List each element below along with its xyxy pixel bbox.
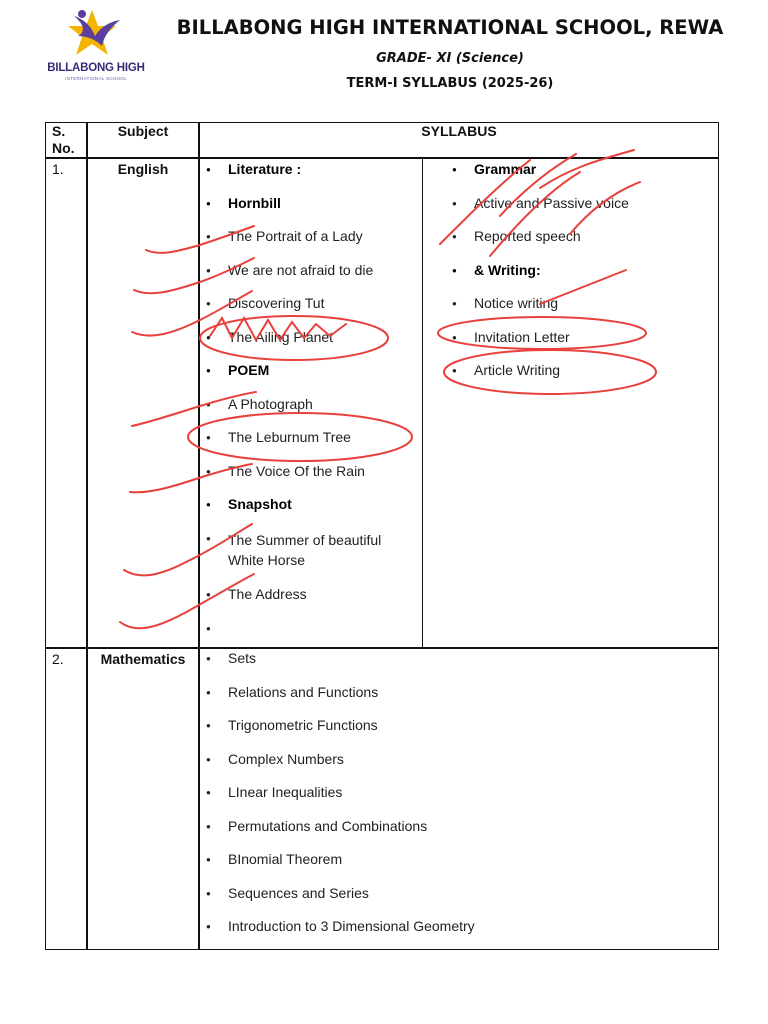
col-header-sno-line1: S. (52, 123, 66, 139)
list-item: ● LInear Inequalities (204, 784, 704, 801)
row-2-subject: Mathematics (100, 651, 186, 667)
list-item: ● Invitation Letter (450, 329, 715, 346)
col-header-syllabus: SYLLABUS (421, 123, 497, 139)
list-item: ● Permutations and Combinations (204, 818, 704, 835)
table-border-bottom (45, 949, 719, 950)
list-item: ● The Summer of beautiful White Horse (204, 530, 408, 570)
list-item: ● Discovering Tut (204, 295, 418, 312)
list-item: ● The Address (204, 586, 418, 603)
list-item: ● We are not afraid to die (204, 262, 418, 279)
list-item: ● Literature : (204, 161, 418, 178)
list-item: ● The Leburnum Tree (204, 429, 418, 446)
col-header-sno-line2: No. (52, 140, 75, 156)
list-item: ● POEM (204, 362, 418, 379)
grade-title: GRADE- XI (Science) (376, 51, 524, 66)
english-literature-list (204, 161, 418, 637)
list-item: ● Trigonometric Functions (204, 717, 704, 734)
logo-text: BILLABONG HIGH (47, 62, 145, 74)
list-item: ● Complex Numbers (204, 751, 704, 768)
table-col-divider-2 (198, 122, 200, 950)
list-item: ● & Writing: (450, 262, 715, 279)
mathematics-list (204, 650, 704, 935)
list-item: ● BInomial Theorem (204, 851, 704, 868)
table-header-divider (45, 157, 719, 159)
list-item: ● Article Writing (450, 362, 715, 379)
list-item: ● Snapshot (204, 496, 418, 513)
row-1-subject: English (117, 161, 169, 177)
table-col-divider-english (422, 158, 423, 648)
list-item: ● Introduction to 3 Dimensional Geometry (204, 918, 704, 935)
row-2-sno: 2. (52, 651, 64, 667)
logo-subtext: INTERNATIONAL SCHOOL (65, 76, 127, 81)
list-item: ● A Photograph (204, 396, 418, 413)
list-item: ● Notice writing (450, 295, 715, 312)
star-logo-icon (62, 6, 126, 62)
table-col-divider-1 (86, 122, 88, 950)
list-item: ● Hornbill (204, 195, 418, 212)
list-item: ● Sets (204, 650, 704, 667)
row-1-sno: 1. (52, 161, 64, 177)
term-title: TERM-I SYLLABUS (2025-26) (346, 76, 554, 91)
table-border-left (45, 122, 46, 950)
list-item: ● Grammar (450, 161, 715, 178)
col-header-sno (52, 123, 75, 157)
col-header-subject: Subject (117, 123, 169, 139)
list-item: ● Relations and Functions (204, 684, 704, 701)
list-item: ● Sequences and Series (204, 885, 704, 902)
list-item: ● Active and Passive voice (450, 195, 715, 212)
list-item: ● Reported speech (450, 228, 715, 245)
school-name: BILLABONG HIGH INTERNATIONAL SCHOOL, REWA (176, 16, 724, 39)
table-border-right (718, 122, 719, 950)
list-item: ● The Portrait of a Lady (204, 228, 418, 245)
list-item (204, 620, 418, 637)
table-row-divider (45, 647, 719, 649)
english-grammar-list (450, 161, 715, 379)
list-item: ● The Ailing Planet (204, 329, 418, 346)
school-logo (40, 6, 152, 86)
list-item: ● The Voice Of the Rain (204, 463, 418, 480)
